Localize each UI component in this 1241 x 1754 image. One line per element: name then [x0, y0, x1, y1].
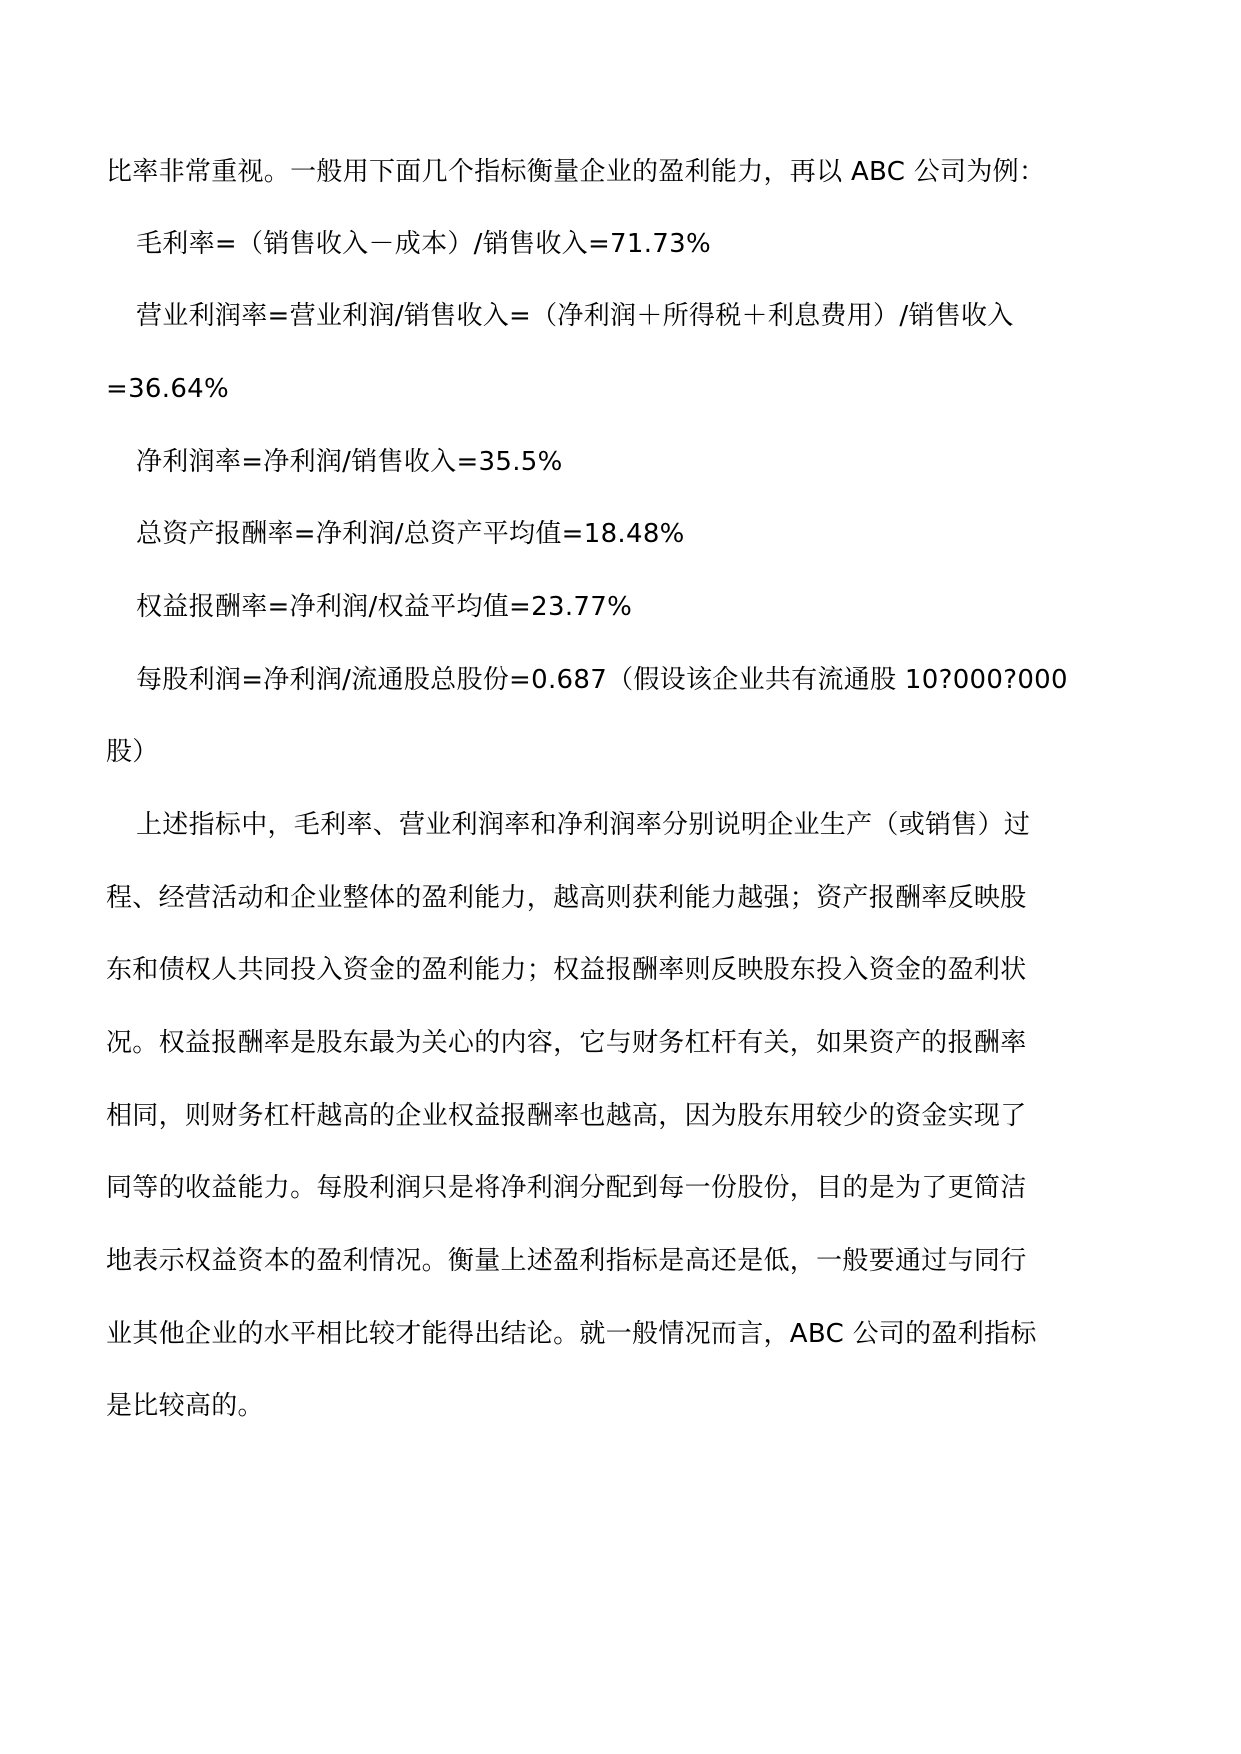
text-line: 股）: [106, 737, 159, 767]
formula-earnings-per-share: 每股利润=净利润/流通股总股份=0.687（假设该企业共有流通股 10?000?000: [136, 665, 1068, 695]
formula-return-on-assets: 总资产报酬率=净利润/总资产平均值=18.48%: [136, 519, 685, 549]
paragraph-line: 同等的收益能力。每股利润只是将净利润分配到每一份股份，目的是为了更简洁: [106, 1173, 1027, 1203]
formula-gross-margin: 毛利率=（销售收入－成本）/销售收入=71.73%: [136, 229, 711, 259]
paragraph-line: 相同，则财务杠杆越高的企业权益报酬率也越高，因为股东用较少的资金实现了: [106, 1101, 1027, 1131]
paragraph-line: 程、经营活动和企业整体的盈利能力，越高则获利能力越强；资产报酬率反映股: [106, 883, 1027, 913]
paragraph-line: 况。权益报酬率是股东最为关心的内容，它与财务杠杆有关，如果资产的报酬率: [106, 1028, 1027, 1058]
formula-operating-margin: 营业利润率=营业利润/销售收入=（净利润＋所得税＋利息费用）/销售收入: [136, 301, 1014, 331]
formula-return-on-equity: 权益报酬率=净利润/权益平均值=23.77%: [136, 592, 633, 622]
text-line: 比率非常重视。一般用下面几个指标衡量企业的盈利能力，再以 ABC 公司为例：: [106, 157, 1046, 187]
paragraph-line: 业其他企业的水平相比较才能得出结论。就一般情况而言，ABC 公司的盈利指标: [106, 1319, 1037, 1349]
paragraph-line: 地表示权益资本的盈利情况。衡量上述盈利指标是高还是低，一般要通过与同行: [106, 1246, 1027, 1276]
formula-net-margin: 净利润率=净利润/销售收入=35.5%: [136, 447, 563, 477]
paragraph-line: 上述指标中，毛利率、营业利润率和净利润率分别说明企业生产（或销售）过: [136, 810, 1031, 840]
formula-operating-margin-value: =36.64%: [106, 374, 230, 404]
paragraph-line: 是比较高的。: [106, 1391, 264, 1421]
paragraph-line: 东和债权人共同投入资金的盈利能力；权益报酬率则反映股东投入资金的盈利状: [106, 955, 1027, 985]
